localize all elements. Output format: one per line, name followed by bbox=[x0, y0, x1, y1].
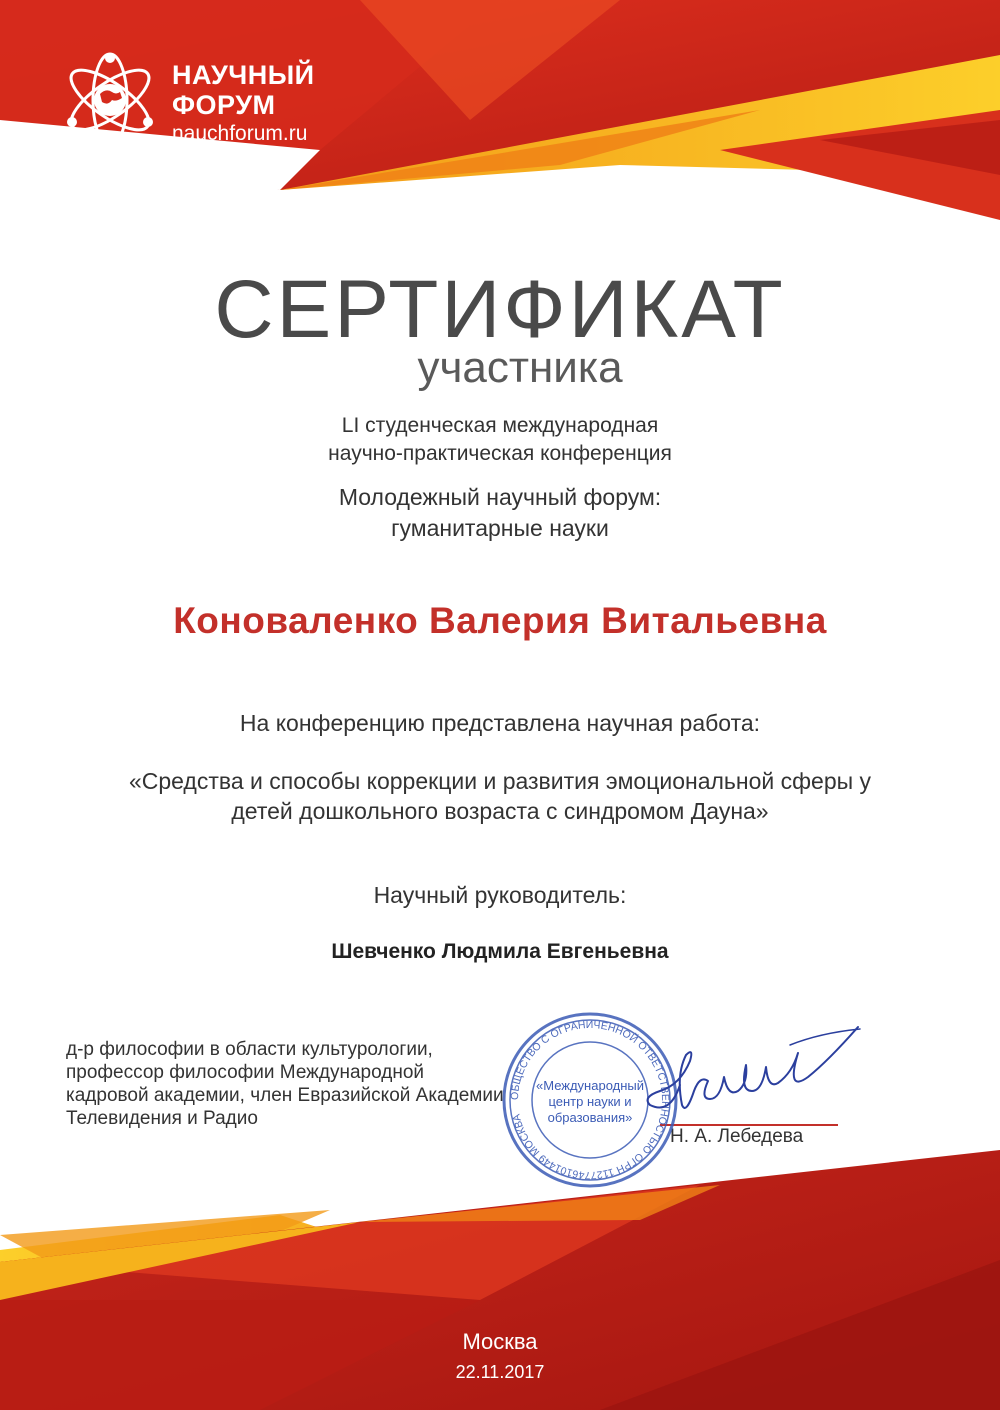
work-title-line2: детей дошкольного возраста с синдромом Дауна» bbox=[231, 798, 769, 824]
logo-url: nauchforum.ru bbox=[172, 122, 308, 145]
logo-title-line2: ФОРУМ bbox=[172, 90, 276, 120]
signatory-credentials bbox=[66, 1038, 536, 1130]
stamp-center-line1: «Международный bbox=[535, 1078, 645, 1093]
logo-text bbox=[172, 60, 315, 148]
conference-line2: научно-практическая конференция bbox=[328, 442, 672, 465]
footer-city: Москва bbox=[462, 1329, 538, 1354]
certificate-subtitle: участника bbox=[417, 343, 623, 392]
logo-title-line1: НАУЧНЫЙ bbox=[172, 60, 315, 90]
certificate-title: СЕРТИФИКАТ bbox=[214, 264, 786, 355]
supervisor-name: Шевченко Людмила Евгеньевна bbox=[331, 940, 669, 963]
footer-date: 22.11.2017 bbox=[455, 1362, 545, 1382]
credentials-line1: д-р философии в области культурологии, bbox=[66, 1039, 433, 1060]
signatory-name: Н. А. Лебедева bbox=[670, 1126, 804, 1147]
forum-line1: Молодежный научный форум: bbox=[338, 484, 662, 510]
credentials-line3: кадровой академии, член Евразийской Академии bbox=[66, 1085, 504, 1106]
credentials-line4: Телевидения и Радио bbox=[66, 1108, 258, 1129]
credentials-line2: профессор философии Международной bbox=[66, 1062, 425, 1083]
forum-line2: гуманитарные науки bbox=[391, 515, 609, 541]
stamp-ring-text: ОБЩЕСТВО С ОГРАНИЧЕННОЙ ОТВЕТСТВЕННОСТЬЮ ОГРН 1127746101449 МОСКВА bbox=[508, 1018, 672, 1182]
conference-line1: LI студенческая международная bbox=[341, 414, 659, 437]
stamp-center-line3: образования» bbox=[547, 1110, 633, 1125]
participant-name: Коноваленко Валерия Витальевна bbox=[173, 600, 827, 641]
conference-info bbox=[0, 412, 1000, 468]
handwritten-signature bbox=[640, 1025, 870, 1135]
atom-globe-icon bbox=[60, 50, 160, 150]
presented-label: На конференцию представлена научная работа: bbox=[239, 710, 761, 736]
supervisor-label: Научный руководитель: bbox=[373, 882, 627, 908]
logo bbox=[60, 50, 360, 160]
work-title bbox=[0, 766, 1000, 826]
work-title-line1: «Средства и способы коррекции и развития эмоциональной сферы у bbox=[128, 768, 872, 794]
stamp-center-line2: центр науки и bbox=[548, 1094, 632, 1109]
forum-info bbox=[0, 482, 1000, 544]
